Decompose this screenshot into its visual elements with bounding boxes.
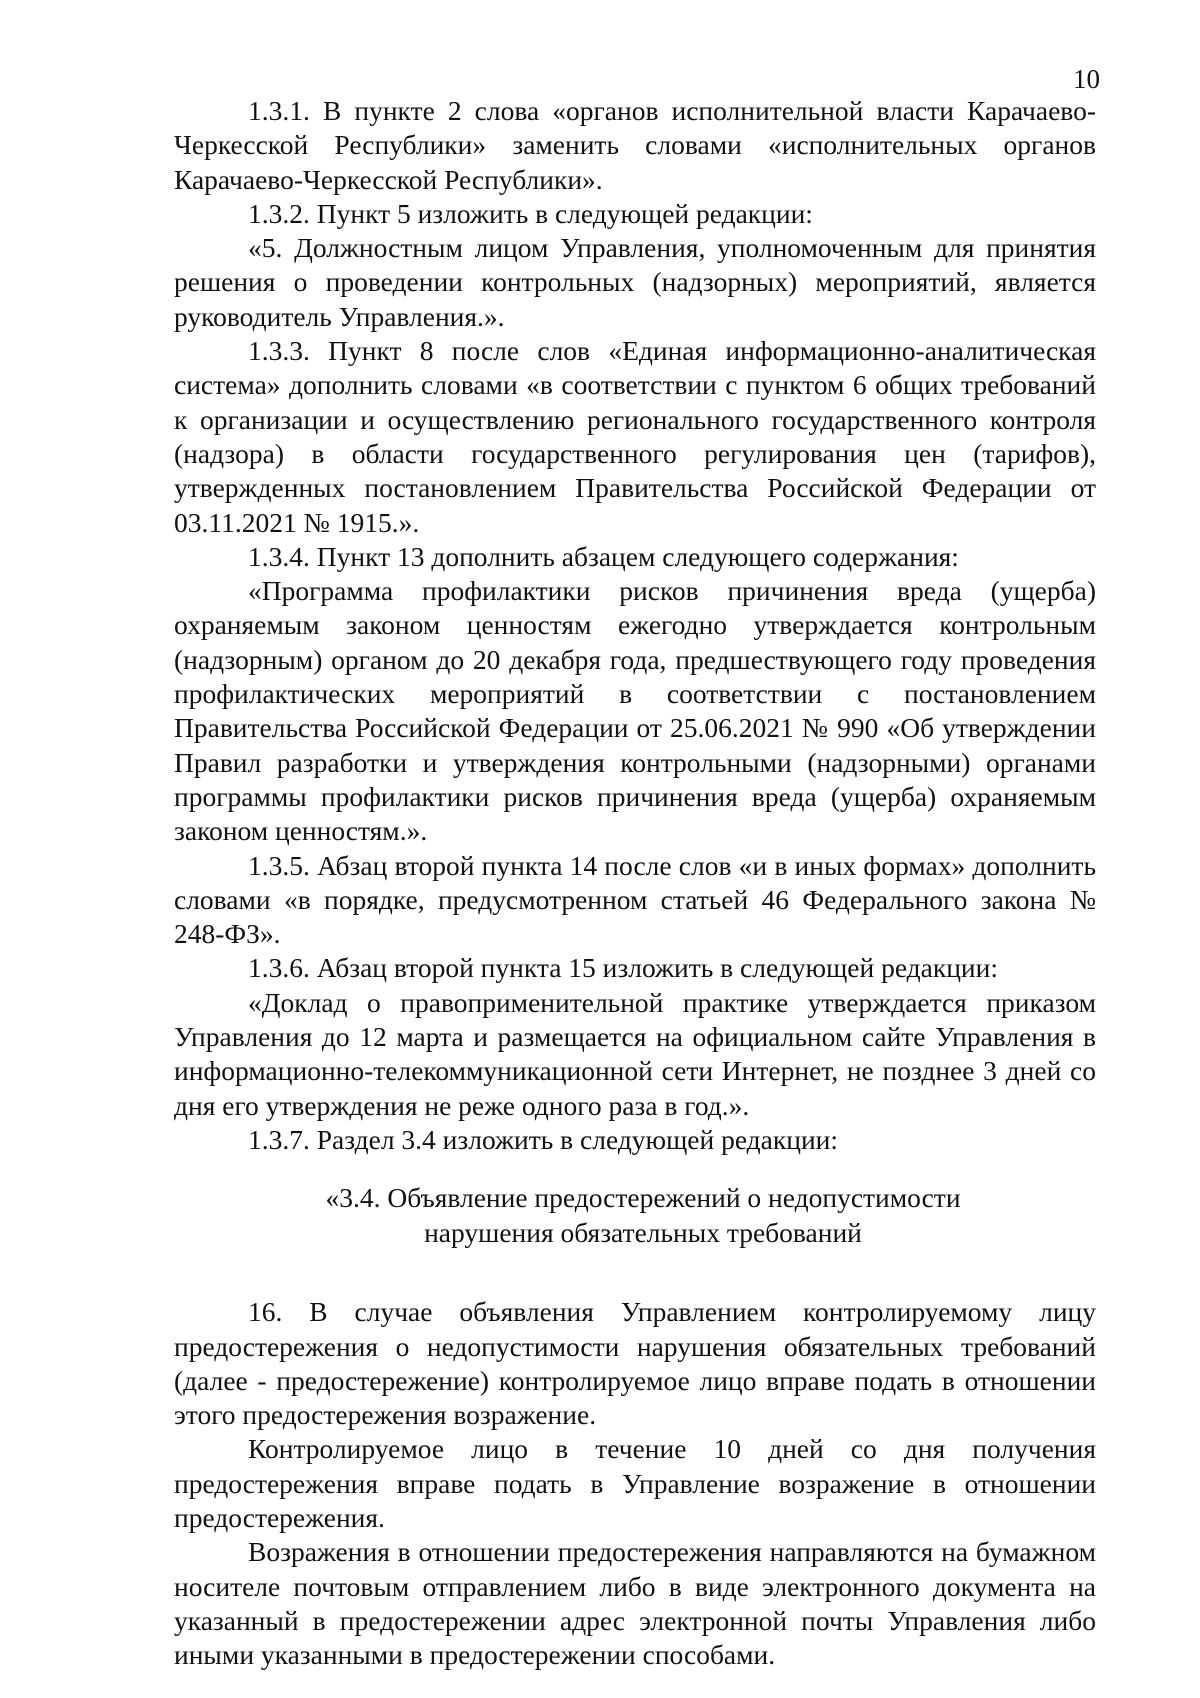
- paragraph-1-3-4: 1.3.4. Пункт 13 дополнить абзацем следующего содержания:: [248, 540, 959, 572]
- paragraph-clause-5: «5. Должностным лицом Управления, уполномоченным для принятия решения о проведении контрольных (надзорных) мероприятий, является руководитель Управления.».: [174, 232, 1096, 332]
- paragraph-1-3-5: 1.3.5. Абзац второй пункта 14 после слов «и в иных формах» дополнить словами «в порядке, предусмотренном статьей 46 Федерального закона № 248-ФЗ».: [174, 849, 1096, 950]
- section-spacer-bottom: [174, 1250, 1096, 1295]
- paragraph-objection-method: Возражения в отношении предостережения направляются на бумажном носителе почтовым отправлением либо в виде электронного документа на указанный в предостережении адрес электронной почты Управления либо иными указанными в предостережении способами.: [174, 1536, 1096, 1671]
- paragraph-program: «Программа профилактики рисков причинения вреда (ущерба) охраняемым законом ценностям ежегодно утверждается контрольным (надзорным) органом до 20 декабря года, предшествующего году проведения профилактических мероприятий в соответствии с постановлением Правительства Российской Федерации от 25.06.2021 № 990 «Об утверждении Правил разработки и утверждения контрольными (надзорными) органами программы профилактики рисков причинения вреда (ущерба) охраняемым законом ценностям.».: [174, 575, 1096, 847]
- paragraph-16: 16. В случае объявления Управлением контролируемому лицу предостережения о недопустимости нарушения обязательных требований (далее - предостережение) контролируемое лицо вправе подать в отношении этого предостережения возражение.: [174, 1296, 1096, 1431]
- paragraph-1-3-3: 1.3.3. Пункт 8 после слов «Единая информационно-аналитическая система» дополнить словами «в соответствии с пунктом 6 общих требований к организации и осуществлению регионального государственного контроля (надзора) в области государственного регулирования цен (тарифов), утвержденных постановлением Правительства Российской Федерации от 03.11.2021 № 1915.».: [174, 335, 1096, 538]
- section-spacer-top: [174, 1157, 1096, 1181]
- page-number: 10: [1073, 64, 1100, 94]
- paragraph-1-3-7: 1.3.7. Раздел 3.4 изложить в следующей редакции:: [248, 1123, 839, 1155]
- paragraph-1-3-2: 1.3.2. Пункт 5 изложить в следующей редакции:: [248, 197, 813, 229]
- paragraph-1-3-6: 1.3.6. Абзац второй пункта 15 изложить в следующей редакции:: [248, 952, 999, 984]
- section-heading: [174, 1181, 1096, 1250]
- document-body: [174, 94, 1096, 1672]
- section-heading-line-1: «3.4. Объявление предостережений о недопустимости: [325, 1182, 961, 1214]
- paragraph-objection-term: Контролируемое лицо в течение 10 дней со дня получения предостережения вправе подать в Управление возражение в отношении предостережения.: [174, 1433, 1096, 1533]
- paragraph-1-3-1: 1.3.1. В пункте 2 слова «органов исполнительной власти Карачаево-Черкесской Республики» заменить словами «исполнительных органов Карачаево-Черкесской Республики».: [174, 95, 1096, 195]
- section-heading-line-2: нарушения обязательных требований: [424, 1216, 862, 1248]
- paragraph-report: «Доклад о правоприменительной практике утверждается приказом Управления до 12 марта и размещается на официальном сайте Управления в информационно-телекоммуникационной сети Интернет, не позднее 3 дней со дня его утверждения не реже одного раза в год.».: [174, 986, 1096, 1121]
